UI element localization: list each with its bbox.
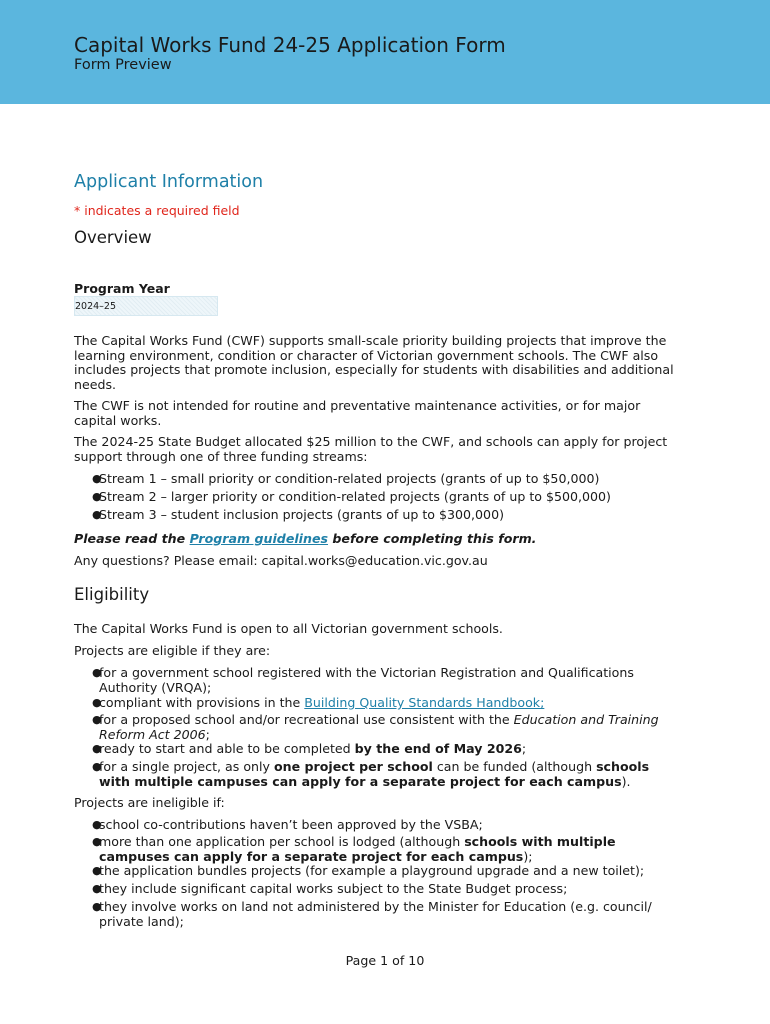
list-item-stream-1: ● Stream 1 – small priority or condition-related projects (grants of up to $50,000) <box>92 471 600 486</box>
read-guidelines-note: Please read the Program guidelines before completing this form. <box>74 531 537 546</box>
ineligible-intro: Projects are ineligible if: <box>74 795 225 810</box>
overview-paragraph-3: The 2024-25 State Budget allocated $25 million to the CWF, and schools can apply for project support through one of three funding streams: <box>74 434 668 464</box>
building-quality-handbook-link[interactable]: Building Quality Standards Handbook; <box>304 695 545 710</box>
form-header <box>0 0 770 104</box>
bullet-icon: ● <box>92 864 102 877</box>
bullet-icon: ● <box>92 818 102 831</box>
eligibility-intro: The Capital Works Fund is open to all Victorian government schools. <box>74 621 503 636</box>
list-item-eligible-4: ● ready to start and able to be completed by the end of May 2026; <box>92 741 527 756</box>
list-item-ineligible-4: ● they include significant capital works subject to the State Budget process; <box>92 881 568 896</box>
bullet-icon: ● <box>92 508 102 521</box>
bullet-icon: ● <box>92 713 102 726</box>
bullet-icon: ● <box>92 760 102 773</box>
overview-paragraph-1: The Capital Works Fund (CWF) supports small-scale priority building projects that improve the learning environment, condition or character of Victorian government schools. The CWF also includes projects that promote inclusion, especially for students with disabilities and additional needs. <box>74 333 674 392</box>
list-item-eligible-2: ● compliant with provisions in the Building Quality Standards Handbook; <box>92 695 545 710</box>
page-number: Page 1 of 10 <box>345 953 425 968</box>
section-title: Applicant Information <box>74 172 264 192</box>
required-note: * indicates a required field <box>74 203 240 218</box>
bullet-icon: ● <box>92 490 102 503</box>
bullet-icon: ● <box>92 742 102 755</box>
eligibility-heading: Eligibility <box>74 585 150 604</box>
list-item-eligible-5: ● for a single project, as only one project per school can be funded (although schools with multiple campuses can apply for a separate project for each campus). <box>92 759 650 789</box>
program-year-field[interactable]: 2024–25 <box>74 296 218 316</box>
form-subtitle: Form Preview <box>74 57 172 73</box>
list-item-ineligible-5: ● they involve works on land not administered by the Minister for Education (e.g. council/ private land); <box>92 899 652 929</box>
list-item-ineligible-1: ● school co-contributions haven’t been approved by the VSBA; <box>92 817 483 832</box>
program-year-label: Program Year <box>74 281 170 296</box>
overview-heading: Overview <box>74 228 152 247</box>
bullet-icon: ● <box>92 900 102 913</box>
bullet-icon: ● <box>92 882 102 895</box>
questions-contact: Any questions? Please email: capital.works@education.vic.gov.au <box>74 553 488 568</box>
overview-paragraph-2: The CWF is not intended for routine and preventative maintenance activities, or for major capital works. <box>74 398 641 428</box>
program-guidelines-link[interactable]: Program guidelines <box>189 531 329 546</box>
bullet-icon: ● <box>92 696 102 709</box>
list-item-eligible-3: ● for a proposed school and/or recreational use consistent with the Education and Training Reform Act 2006; <box>92 712 659 742</box>
bullet-icon: ● <box>92 666 102 679</box>
list-item-eligible-1: ● for a government school registered with the Victorian Registration and Qualifications Authority (VRQA); <box>92 665 634 695</box>
list-item-stream-3: ● Stream 3 – student inclusion projects (grants of up to $300,000) <box>92 507 504 522</box>
eligible-intro: Projects are eligible if they are: <box>74 643 271 658</box>
bullet-icon: ● <box>92 835 102 848</box>
list-item-stream-2: ● Stream 2 – larger priority or condition-related projects (grants of up to $500,000) <box>92 489 611 504</box>
form-title: Capital Works Fund 24-25 Application Form <box>74 33 506 57</box>
bullet-icon: ● <box>92 472 102 485</box>
list-item-ineligible-3: ● the application bundles projects (for example a playground upgrade and a new toilet); <box>92 863 645 878</box>
list-item-ineligible-2: ● more than one application per school is lodged (although schools with multiple campuses can apply for a separate project for each campus); <box>92 834 616 864</box>
